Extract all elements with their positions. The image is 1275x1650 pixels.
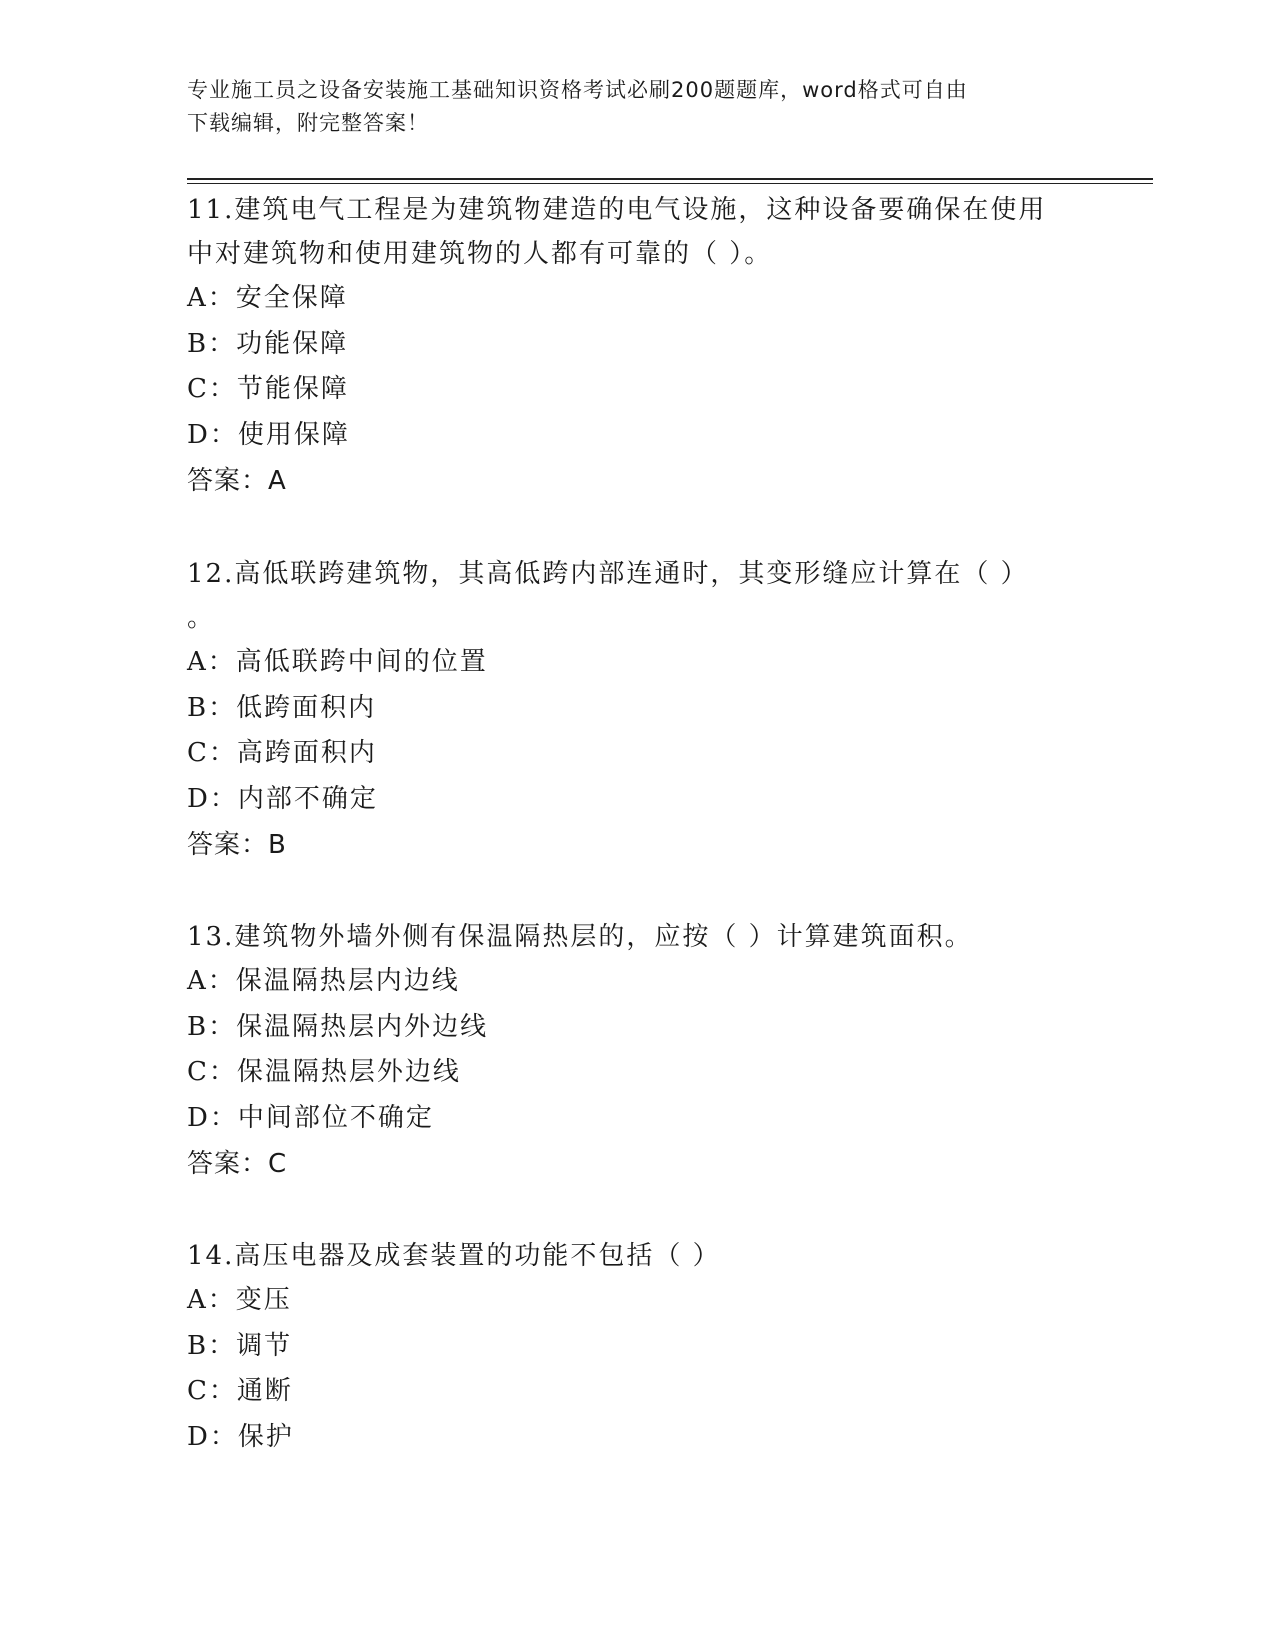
option-c: C：保温隔热层外边线 — [187, 1057, 461, 1087]
answer-label: 答案：C — [187, 1149, 288, 1179]
answer-label: 答案：B — [187, 830, 287, 860]
question-12 — [187, 552, 1087, 868]
option-c: C：高跨面积内 — [187, 738, 377, 768]
question-14 — [187, 1234, 1087, 1460]
question-stem-line: 13.建筑物外墙外侧有保温隔热层的，应按（ ）计算建筑面积。 — [187, 922, 973, 952]
question-stem-line: 中对建筑物和使用建筑物的人都有可靠的（ ）。 — [187, 239, 773, 269]
question-stem-line: 12.高低联跨建筑物，其高低跨内部连通时，其变形缝应计算在（ ） — [187, 559, 1029, 589]
document-header — [187, 74, 1067, 140]
header-divider-thick — [187, 178, 1153, 180]
option-c: C：通断 — [187, 1376, 293, 1406]
option-b: B：功能保障 — [187, 328, 349, 359]
question-11 — [187, 188, 1087, 504]
question-stem-line: 11.建筑电气工程是为建筑物建造的电气设施，这种设备要确保在使用 — [187, 195, 1047, 225]
option-d: D：中间部位不确定 — [187, 1102, 434, 1133]
option-b: B：调节 — [187, 1330, 293, 1361]
option-a: A：安全保障 — [187, 283, 348, 313]
option-d: D：保护 — [187, 1421, 294, 1452]
option-d: D：使用保障 — [187, 419, 350, 450]
option-d: D：内部不确定 — [187, 783, 378, 814]
question-13 — [187, 915, 1087, 1187]
answer-label: 答案：A — [187, 466, 287, 496]
option-a: A：保温隔热层内边线 — [187, 966, 460, 996]
header-line-2: 下载编辑，附完整答案！ — [187, 111, 429, 135]
header-divider-thin — [187, 183, 1153, 184]
option-b: B：保温隔热层内外边线 — [187, 1011, 489, 1042]
header-line-1: 专业施工员之设备安装施工基础知识资格考试必刷200题题库，word格式可自由 — [187, 78, 968, 102]
question-stem-line: 14.高压电器及成套装置的功能不包括（ ） — [187, 1241, 721, 1271]
question-stem-line: 。 — [187, 603, 216, 633]
option-a: A：变压 — [187, 1285, 292, 1315]
option-c: C：节能保障 — [187, 374, 349, 404]
option-b: B：低跨面积内 — [187, 692, 377, 723]
option-a: A：高低联跨中间的位置 — [187, 647, 488, 677]
